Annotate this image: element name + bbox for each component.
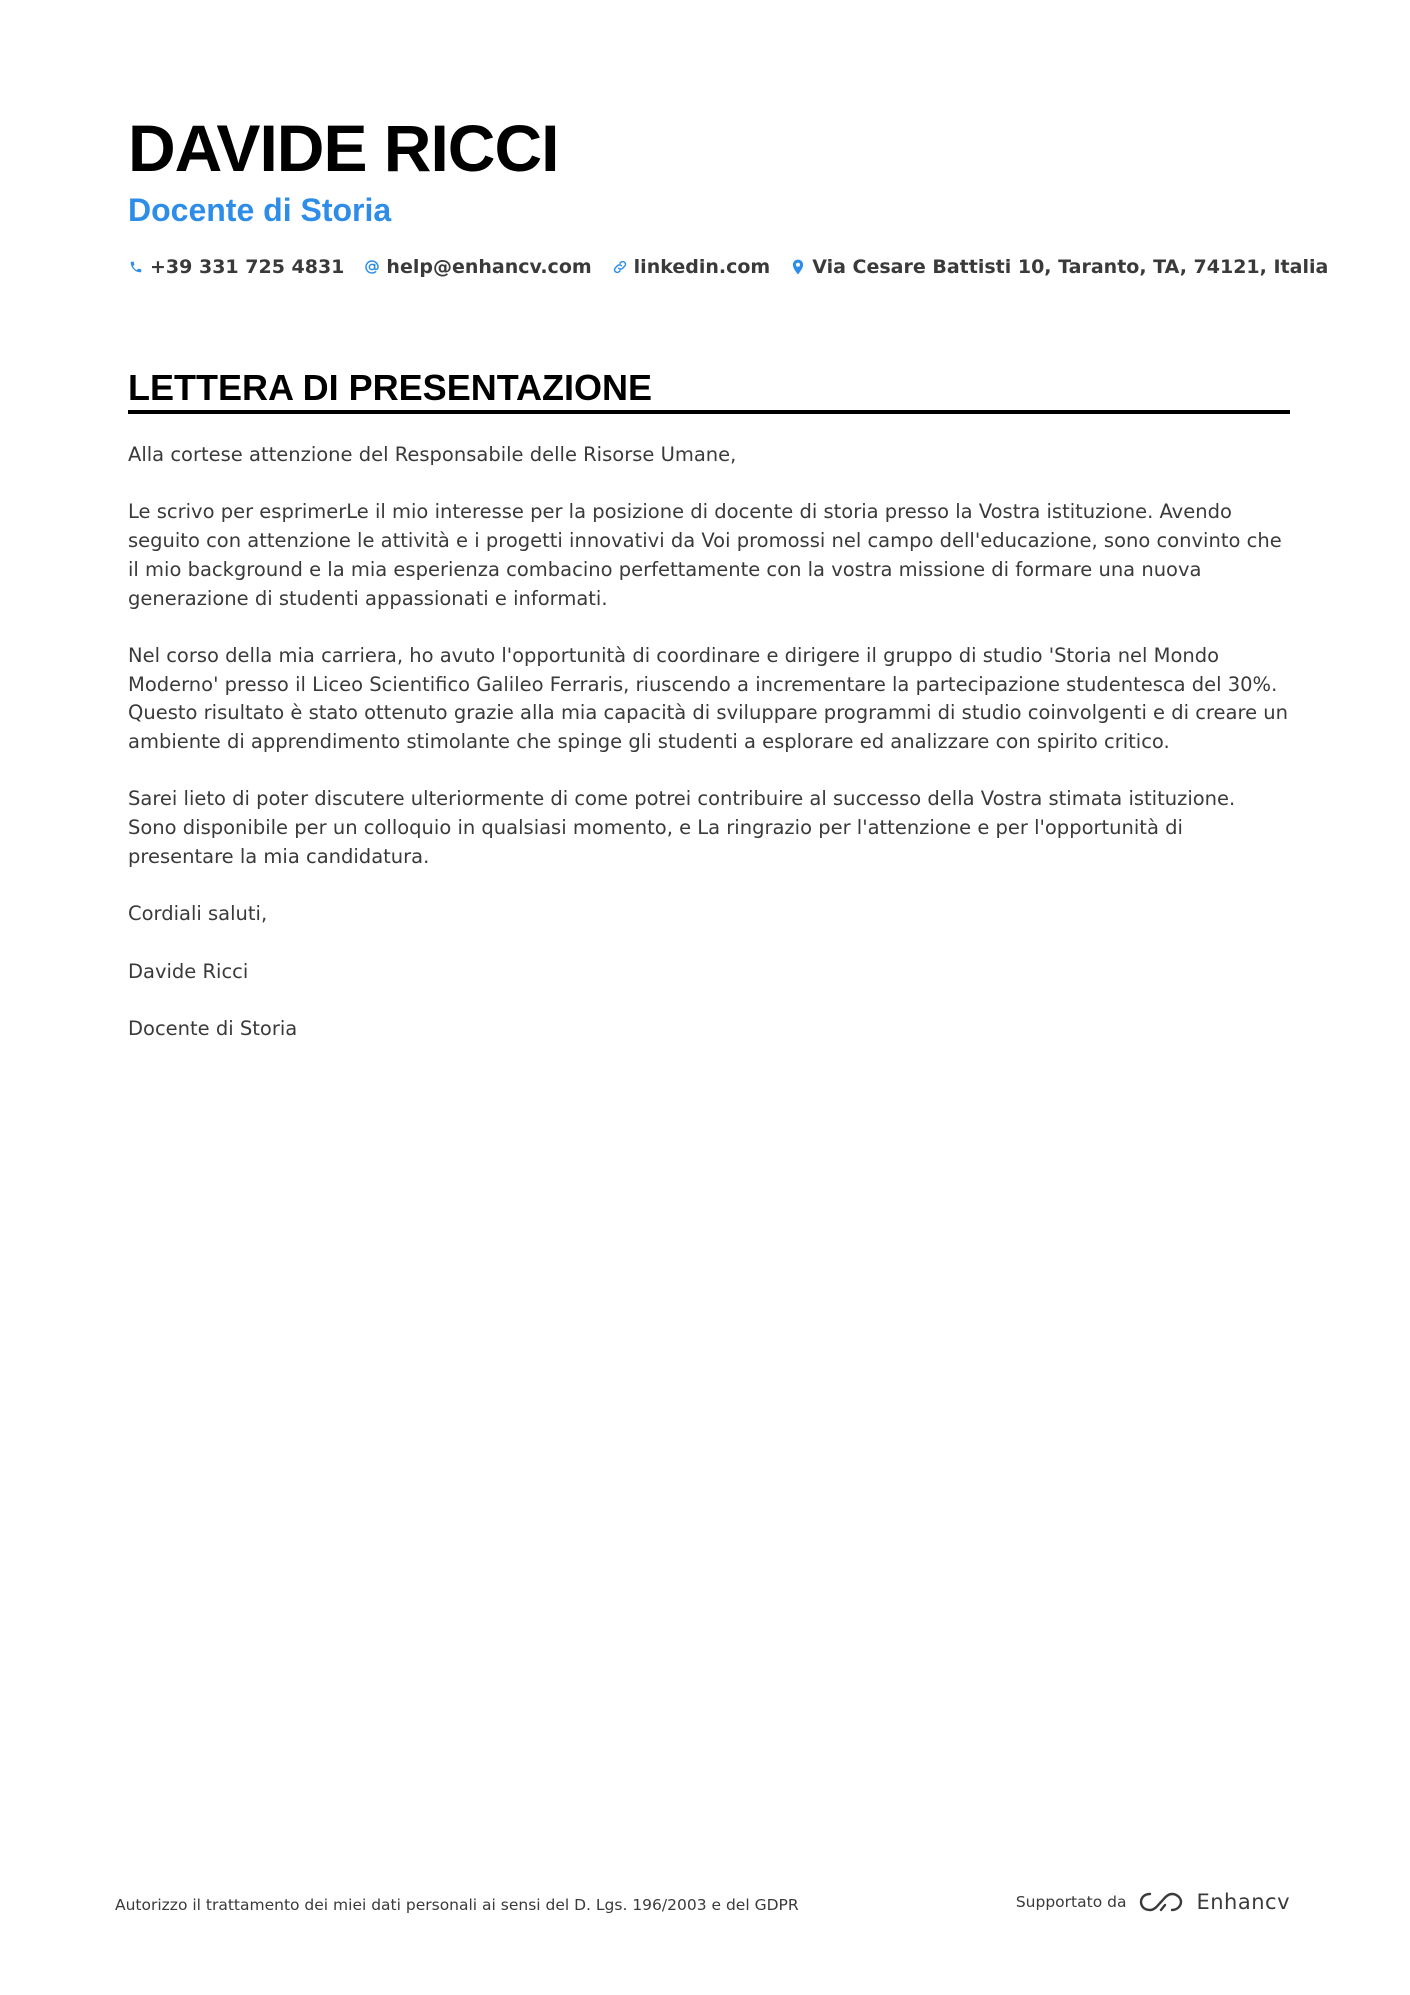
signature-name: Davide Ricci	[128, 959, 249, 983]
contact-address	[790, 252, 1328, 282]
contact-website	[612, 252, 771, 282]
paragraph-1: Le scrivo per esprimerLe il mio interesse per la posizione di docente di storia presso la Vostra istituzione. Avendo seguito con attenzione le attività e i progetti innovativi da Voi promossi nel campo dell'educazione, sono convinto che il mio background e la mia esperienza combacino perfettamente con la vostra missione di formare una nuova generazione di studenti appassionati e informati.	[128, 500, 1282, 610]
consent-text: Autorizzo il trattamento dei miei dati personali ai sensi del D. Lgs. 196/2003 e del GDPR	[115, 1896, 799, 1914]
email-text: help@enhancv.com	[386, 256, 592, 278]
section-title: LETTERA DI PRESENTAZIONE	[128, 367, 653, 408]
address-text: Via Cesare Battisti 10, Taranto, TA, 74121, Italia	[812, 256, 1329, 278]
brand-name: Enhancv	[1196, 1890, 1290, 1914]
job-title: Docente di Storia	[128, 192, 392, 228]
enhancv-logo-icon	[1138, 1890, 1184, 1914]
powered-by	[1016, 1890, 1290, 1914]
closing: Cordiali saluti,	[128, 902, 268, 926]
salutation: Alla cortese attenzione del Responsabile delle Risorse Umane,	[128, 443, 737, 466]
location-pin-icon	[790, 259, 806, 275]
phone-icon	[128, 259, 144, 275]
section-divider	[128, 410, 1290, 414]
website-text: linkedin.com	[633, 256, 771, 278]
phone-text: +39 331 725 4831	[150, 256, 345, 278]
paragraph-3: Sarei lieto di poter discutere ulteriormente di come potrei contribuire al successo della Vostra stimata istituzione. Sono disponibile per un colloquio in qualsiasi momento, e La ringrazio per l'attenzione e per l'opportunità di presentare la mia candidatura.	[128, 787, 1236, 868]
contact-bar	[128, 252, 1348, 282]
at-icon	[364, 259, 380, 275]
signature-title: Docente di Storia	[128, 1016, 298, 1040]
candidate-name: DAVIDE RICCI	[128, 111, 559, 185]
powered-by-label: Supportato da	[1015, 1893, 1127, 1911]
contact-phone	[128, 252, 344, 282]
letter-body	[128, 441, 1290, 1072]
paragraph-2: Nel corso della mia carriera, ho avuto l'opportunità di coordinare e dirigere il gruppo di studio 'Storia nel Mondo Moderno' presso il Liceo Scientifico Galileo Ferraris, riuscendo a incrementare la partecipazione studentesca del 30%. Questo risultato è stato ottenuto grazie alla mia capacità di sviluppare programmi di studio coinvolgenti e di creare un ambiente di apprendimento stimolante che spinge gli studenti a esplorare ed analizzare con spirito critico.	[128, 643, 1289, 753]
contact-email	[364, 252, 591, 282]
link-icon	[612, 259, 628, 275]
